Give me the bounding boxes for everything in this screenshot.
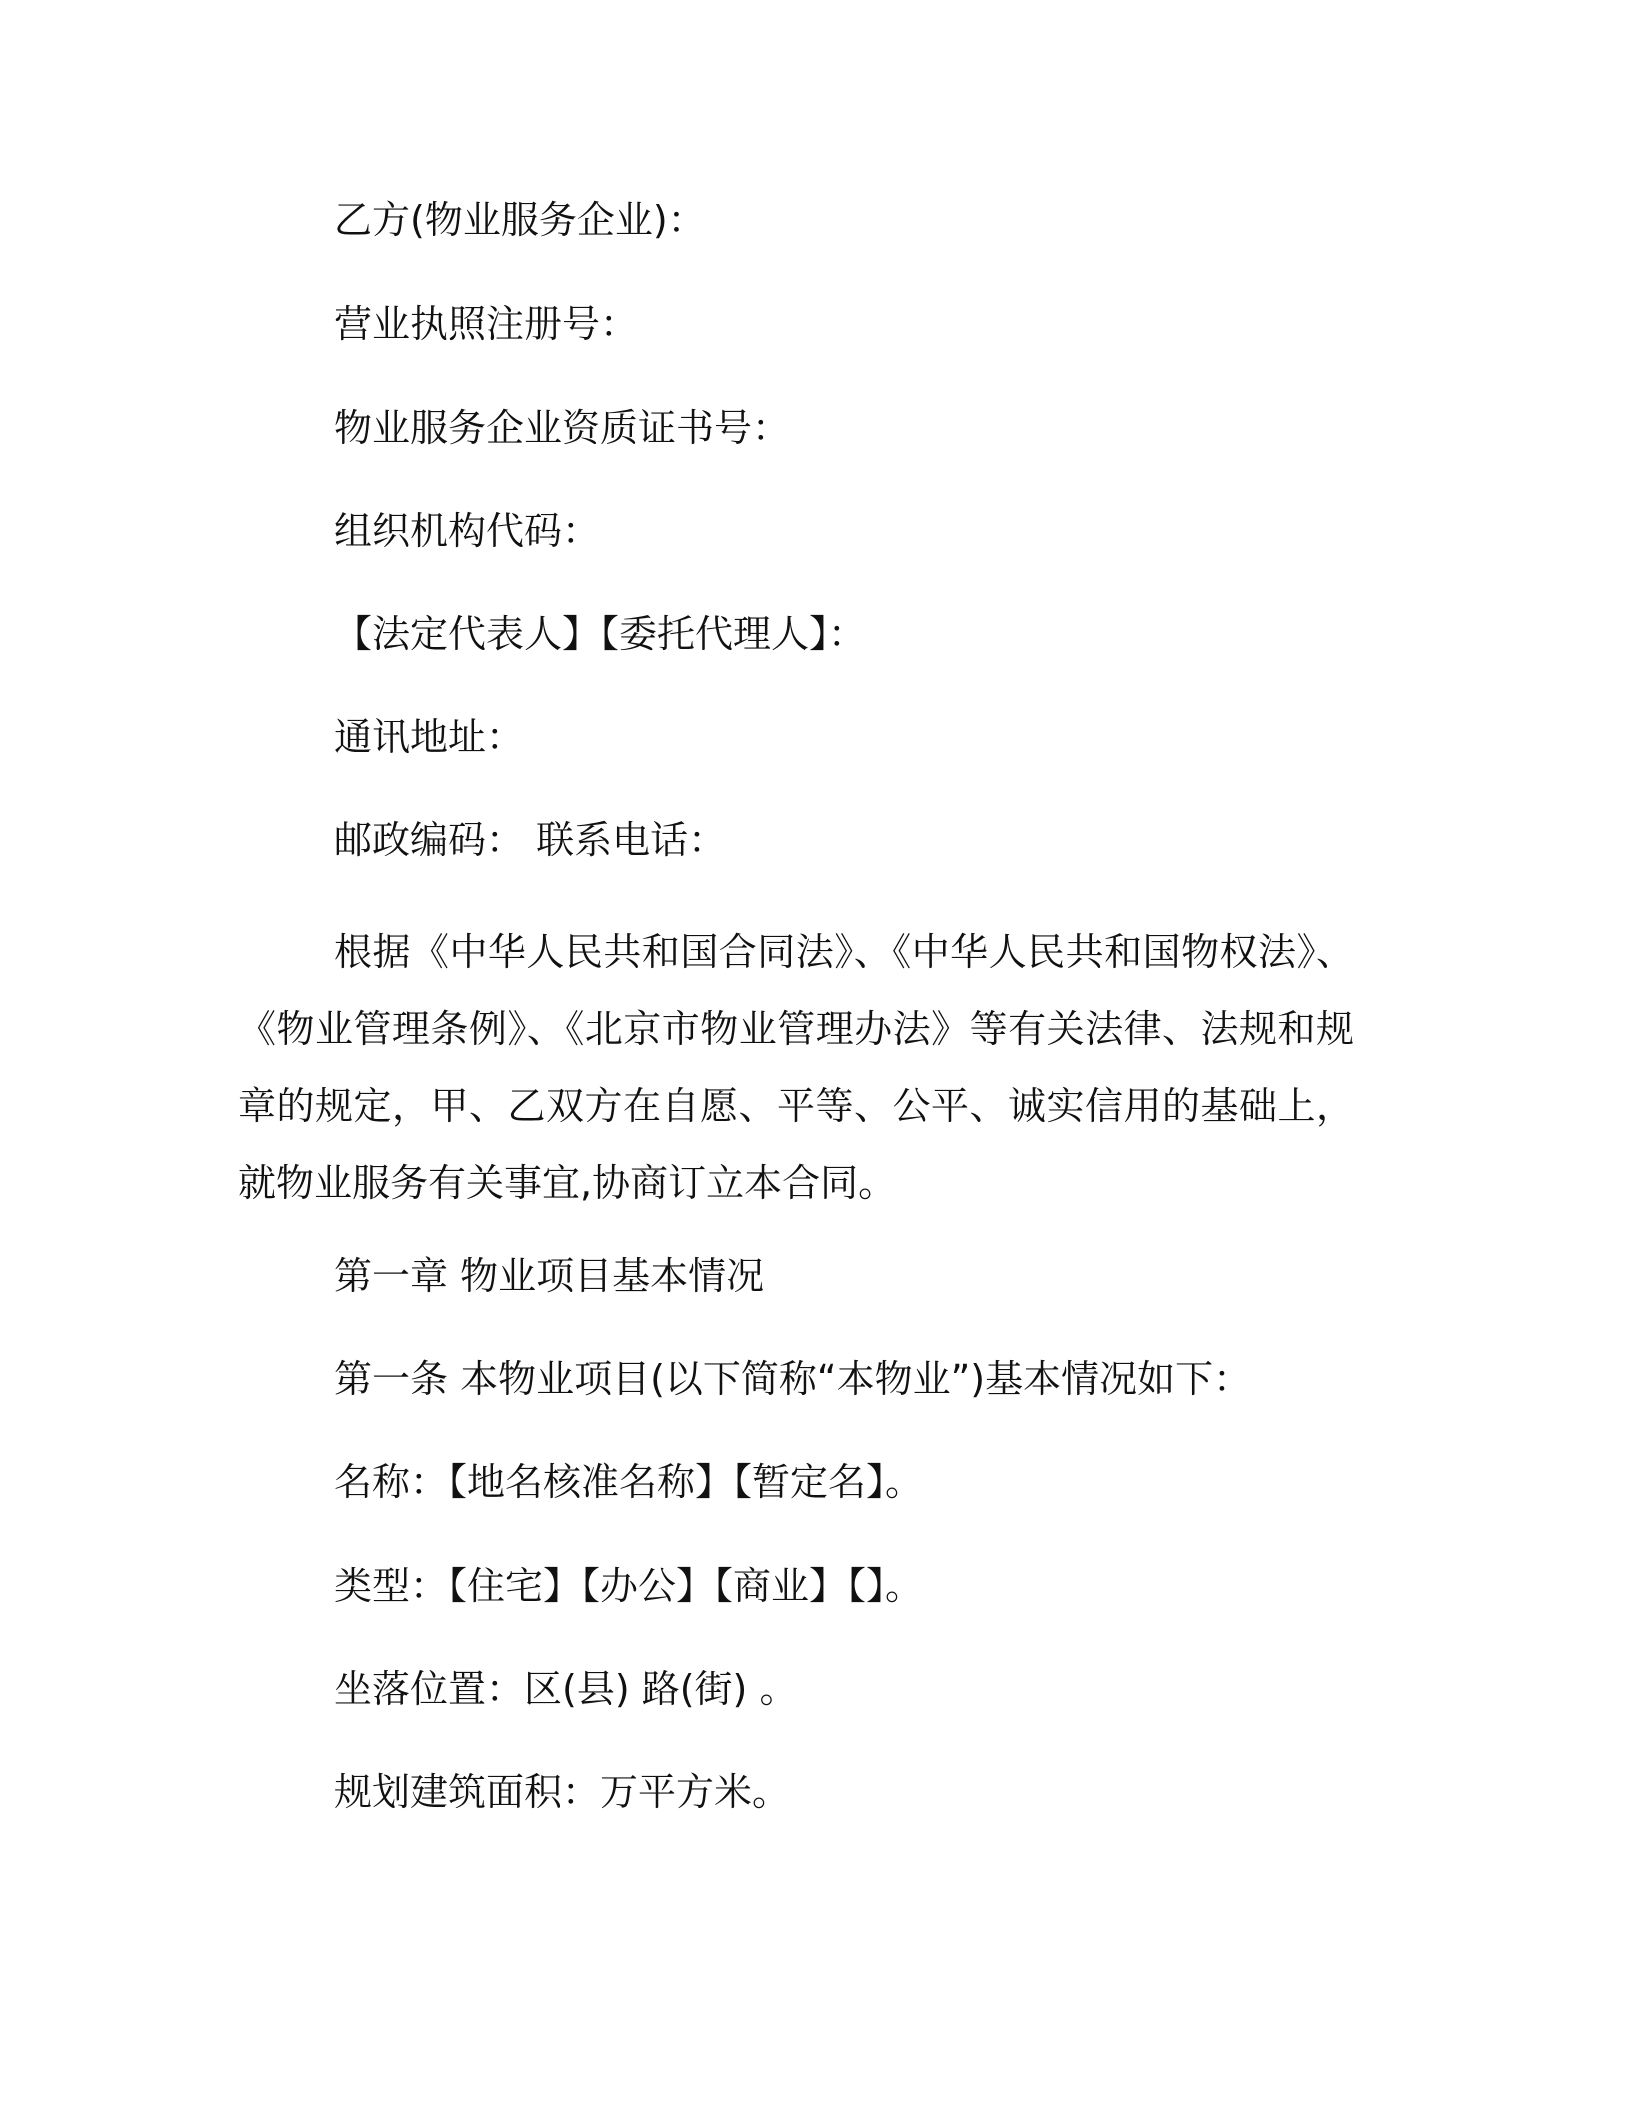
- org-code-field: 组织机构代码：: [334, 509, 601, 553]
- business-license-field: 营业执照注册号：: [334, 302, 639, 346]
- chapter-title: 第一章 物业项目基本情况: [334, 1254, 765, 1298]
- party-b-title: 乙方(物业服务企业)：: [334, 198, 706, 242]
- qualification-cert-field: 物业服务企业资质证书号：: [334, 406, 791, 450]
- building-area-field: 规划建筑面积：万平方米。: [334, 1770, 791, 1814]
- property-type-field: 类型：【住宅】【办公】【商业】【】。: [334, 1564, 924, 1608]
- representative-field: 【法定代表人】【委托代理人】：: [334, 612, 867, 656]
- postal-phone-field: 邮政编码： 联系电话：: [334, 818, 727, 862]
- property-name-field: 名称：【地名核准名称】【暂定名】。: [334, 1460, 924, 1504]
- intro-paragraph: 根据《中华人民共和国合同法》、《中华人民共和国物权法》、《物业管理条例》、《北京市物业管理办法》等有关法律、法规和规章的规定，甲、乙双方在自愿、平等、公平、诚实信用的基础上，就物业服务有关事宜,协商订立本合同。: [238, 930, 1354, 1205]
- property-location-field: 坐落位置：区(县) 路(街) 。: [334, 1667, 798, 1711]
- address-field: 通讯地址：: [334, 715, 525, 759]
- article-1: 第一条 本物业项目(以下简称“本物业”)基本情况如下：: [334, 1357, 1252, 1401]
